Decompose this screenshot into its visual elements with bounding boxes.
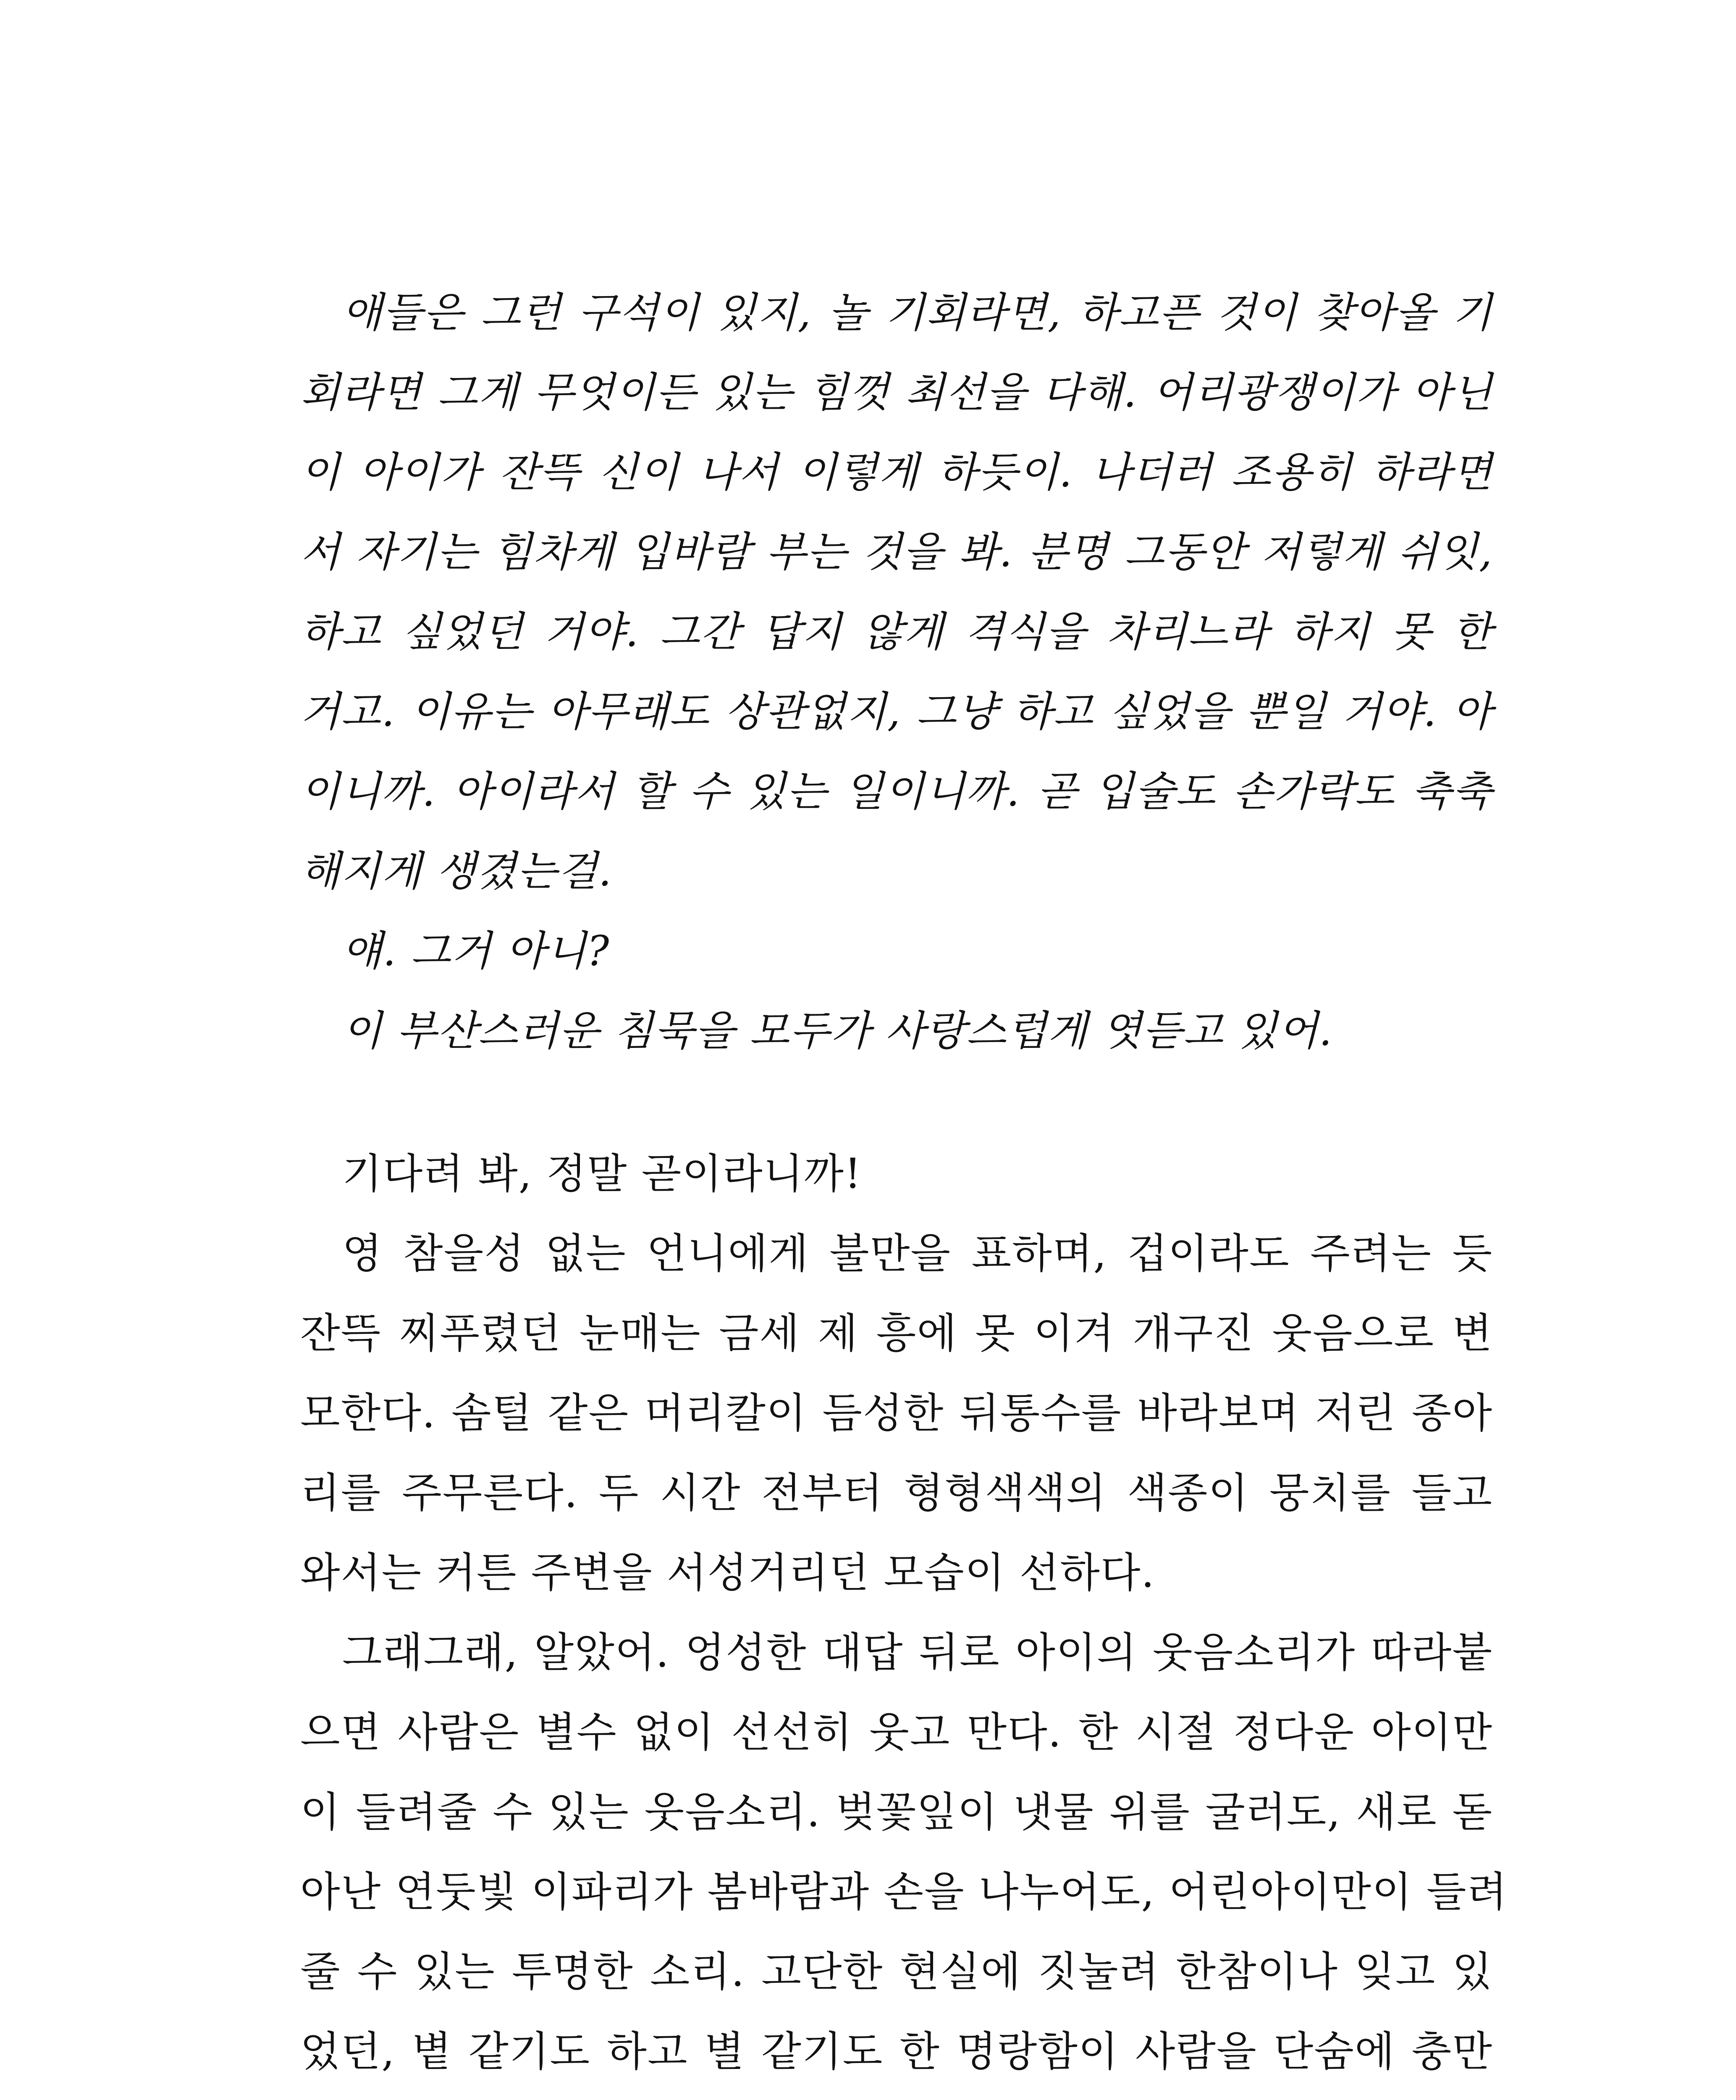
italic-paragraph-line: 회라면 그게 무엇이든 있는 힘껏 최선을 다해. 어리광쟁이가 아닌 — [300, 369, 1493, 417]
italic-paragraph-line: 서 자기는 힘차게 입바람 부는 것을 봐. 분명 그동안 저렇게 쉬잇, — [300, 528, 1493, 576]
italic-paragraph-line: 이니까. 아이라서 할 수 있는 일이니까. 곧 입술도 손가락도 축축 — [300, 768, 1493, 816]
dialogue-line: 기다려 봐, 정말 곧이라니까! — [342, 1150, 862, 1198]
italic-dialogue-line: 얘. 그거 아니? — [342, 927, 610, 975]
italic-closing-line: 이 부산스러운 침묵을 모두가 사랑스럽게 엿듣고 있어. — [342, 1007, 1333, 1055]
paragraph-line: 리를 주무른다. 두 시간 전부터 형형색색의 색종이 뭉치를 들고 — [300, 1469, 1493, 1517]
paragraph-line: 영 참을성 없는 언니에게 불만을 표하며, 겁이라도 주려는 듯 — [342, 1230, 1493, 1278]
italic-paragraph-line: 하고 싶었던 거야. 그간 답지 않게 격식을 차리느라 하지 못 한 — [300, 608, 1493, 656]
paragraph-line: 모한다. 솜털 같은 머리칼이 듬성한 뒤통수를 바라보며 저린 종아 — [300, 1389, 1493, 1437]
italic-paragraph-line: 이 아이가 잔뜩 신이 나서 이렇게 하듯이. 나더러 조용히 하라면 — [300, 449, 1493, 496]
paragraph-line: 아난 연둣빛 이파리가 봄바람과 손을 나누어도, 어린아이만이 들려 — [300, 1868, 1508, 1916]
paragraph-line: 이 들려줄 수 있는 웃음소리. 벚꽃잎이 냇물 위를 굴러도, 새로 돋 — [300, 1788, 1493, 1836]
italic-paragraph-line: 거고. 이유는 아무래도 상관없지, 그냥 하고 싶었을 뿐일 거야. 아 — [300, 688, 1493, 736]
paragraph-line: 잔뜩 찌푸렸던 눈매는 금세 제 흥에 못 이겨 개구진 웃음으로 변 — [300, 1310, 1493, 1357]
paragraph-line: 와서는 커튼 주변을 서성거리던 모습이 선하다. — [300, 1549, 1155, 1597]
paragraph-line — [300, 2092, 1493, 2100]
italic-paragraph-line: 해지게 생겼는걸. — [300, 848, 612, 895]
paragraph-line: 으면 사람은 별수 없이 선선히 웃고 만다. 한 시절 정다운 아이만 — [300, 1709, 1493, 1756]
italic-paragraph-line: 애들은 그런 구석이 있지, 놀 기회라면, 하고픈 것이 찾아올 기 — [342, 289, 1493, 337]
paragraph-line: 었던, 볕 같기도 하고 별 같기도 한 명랑함이 사람을 단숨에 충만 — [300, 2028, 1493, 2076]
paragraph-line: 그래그래, 알았어. 엉성한 대답 뒤로 아이의 웃음소리가 따라붙 — [342, 1629, 1493, 1677]
paragraph-line: 줄 수 있는 투명한 소리. 고단한 현실에 짓눌려 한참이나 잊고 있 — [300, 1948, 1493, 1996]
